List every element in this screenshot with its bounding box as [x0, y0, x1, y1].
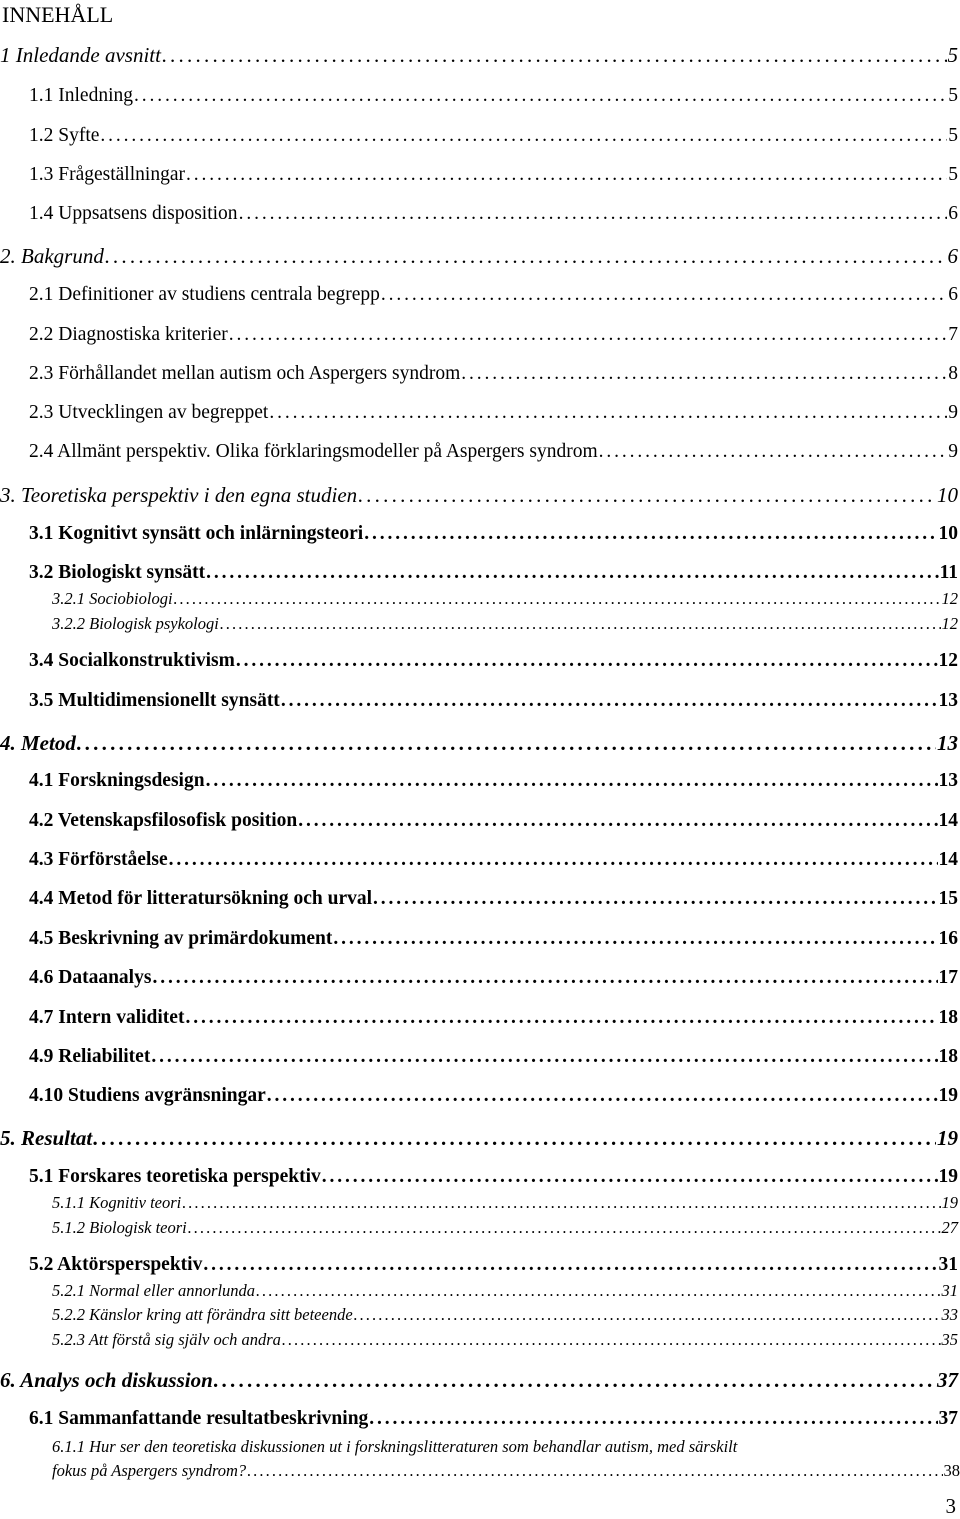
toc-entry-page: 19 — [938, 1085, 958, 1106]
toc-entry-6-1-1[interactable] — [52, 1435, 960, 1483]
dot-leader — [162, 43, 947, 68]
toc-entry-label: 3.1 Kognitivt synsätt och inlärningsteori — [29, 523, 364, 544]
toc-entry-page: 14 — [938, 810, 958, 831]
toc-entry-label: 5.2.2 Känslor kring att förändra sitt beteende — [52, 1305, 353, 1324]
toc-entry-page: 35 — [941, 1330, 958, 1349]
toc-entry[interactable] — [29, 967, 958, 989]
dot-leader — [364, 523, 937, 545]
toc-entry-page: 18 — [938, 1046, 958, 1067]
toc-entry-label: 5.1 Forskares teoretiska perspektiv — [29, 1166, 321, 1187]
toc-entry-page: 31 — [938, 1254, 958, 1275]
dot-leader — [381, 284, 947, 306]
toc-entry-page: 19 — [941, 1193, 958, 1212]
toc-entry-label: 5.2.1 Normal eller annorlunda — [52, 1281, 256, 1300]
dot-leader — [185, 1007, 937, 1029]
toc-entry[interactable] — [29, 523, 958, 545]
toc-entry[interactable] — [29, 85, 958, 107]
toc-entry[interactable] — [29, 164, 958, 186]
toc-entry[interactable] — [29, 1046, 958, 1068]
toc-entry-label: 4.7 Intern validitet — [29, 1007, 185, 1028]
toc-entry[interactable] — [52, 1218, 958, 1238]
toc-entry-page: 16 — [938, 928, 958, 949]
toc-entry-label: 4.4 Metod för litteratursökning och urval — [29, 888, 373, 909]
dot-leader — [247, 1459, 942, 1483]
toc-entry[interactable] — [0, 483, 958, 508]
toc-entry-label: 4. Metod — [0, 731, 76, 755]
toc-title: INNEHÅLL — [2, 2, 114, 27]
toc-entry[interactable] — [29, 1166, 958, 1188]
toc-entry-label: 4.2 Vetenskapsfilosofisk position — [29, 810, 298, 831]
toc-entry-label: 4.1 Forskningsdesign — [29, 770, 205, 791]
toc-entry-label: 6.1.1 Hur ser den teoretiska diskussionen ut i forskningslitteraturen som behandlar autism, med särskilt — [52, 1437, 738, 1456]
toc-entry-page: 9 — [948, 441, 958, 462]
toc-entry-label: 3.2.2 Biologisk psykologi — [52, 614, 219, 633]
toc-entry-label: 1.3 Frågeställningar — [29, 164, 185, 185]
toc-entry[interactable] — [29, 1408, 958, 1430]
toc-entry-page: 12 — [941, 614, 958, 633]
toc-entry-page: 17 — [938, 967, 958, 988]
toc-entry-page: 7 — [948, 324, 958, 345]
dot-leader — [206, 562, 938, 584]
toc-entry-page: 33 — [941, 1305, 958, 1324]
toc-entry[interactable] — [29, 928, 958, 950]
toc-entry-label: 4.10 Studiens avgränsningar — [29, 1085, 266, 1106]
dot-leader — [206, 770, 938, 792]
toc-entry[interactable] — [29, 402, 958, 424]
toc-entry-page: 8 — [948, 363, 958, 384]
toc-entry[interactable] — [0, 244, 958, 269]
dot-leader — [236, 650, 938, 672]
dot-leader — [333, 928, 937, 950]
toc-entry-label: 4.9 Reliabilitet — [29, 1046, 151, 1067]
toc-entry-label: 2.2 Diagnostiska kriterier — [29, 324, 228, 345]
toc-entry-label: 1 Inledande avsnitt — [0, 43, 161, 67]
toc-entry-label: 4.3 Förförståelse — [29, 849, 168, 870]
toc-entry-label: 2.3 Utvecklingen av begreppet — [29, 402, 269, 423]
toc-entry[interactable] — [0, 731, 958, 756]
dot-leader — [151, 1046, 937, 1068]
toc-entry[interactable] — [29, 1085, 958, 1107]
toc-entry[interactable] — [0, 1368, 958, 1393]
toc-entry[interactable] — [29, 849, 958, 871]
dot-leader — [239, 203, 948, 225]
dot-leader — [461, 363, 947, 385]
toc-entry[interactable] — [52, 614, 958, 634]
dot-leader — [267, 1085, 938, 1107]
toc-entry-page: 11 — [939, 562, 958, 583]
toc-entry-label: 2.1 Definitioner av studiens centrala begrepp — [29, 284, 380, 305]
toc-entry-label: 3.4 Socialkonstruktivism — [29, 650, 235, 671]
toc-entry[interactable] — [0, 1126, 958, 1151]
toc-entry-page: 5 — [947, 43, 958, 67]
toc-entry-page: 19 — [937, 1126, 958, 1150]
page-number: 3 — [945, 1494, 956, 1518]
toc-entry-page: 10 — [938, 523, 958, 544]
dot-leader — [322, 1166, 938, 1188]
toc-entry-page: 12 — [938, 650, 958, 671]
toc-entry-page: 6 — [948, 203, 958, 224]
toc-entry-label: 5. Resultat — [0, 1126, 93, 1150]
toc-entry-page: 5 — [948, 125, 958, 146]
toc-entry-page: 5 — [948, 85, 958, 106]
toc-entry[interactable] — [29, 1254, 958, 1276]
toc-entry-label: 3.5 Multidimensionellt synsätt — [29, 690, 280, 711]
dot-leader — [373, 888, 937, 910]
toc-entry-label: 2.3 Förhållandet mellan autism och Aspergers syndrom — [29, 363, 461, 384]
toc-entry-page: 37 — [937, 1368, 958, 1392]
toc-entry-page: 6 — [948, 284, 958, 305]
toc-entry[interactable] — [29, 363, 958, 385]
toc-entry-label: 1.4 Uppsatsens disposition — [29, 203, 238, 224]
toc-entry[interactable] — [52, 589, 958, 609]
toc-entry-page: 19 — [938, 1166, 958, 1187]
dot-leader — [174, 589, 941, 609]
toc-entry-page: 18 — [938, 1007, 958, 1028]
toc-entry[interactable] — [52, 1193, 958, 1213]
toc-entry[interactable] — [29, 203, 958, 225]
toc-entry-label: 5.1.1 Kognitiv teori — [52, 1193, 182, 1212]
dot-leader — [182, 1193, 940, 1213]
toc-entry[interactable] — [29, 284, 958, 306]
toc-entry-label: 3.2 Biologiskt synsätt — [29, 562, 206, 583]
toc-entry-page: 6 — [947, 244, 958, 268]
toc-entry[interactable] — [52, 1281, 958, 1301]
toc-entry-label: 4.5 Beskrivning av primärdokument — [29, 928, 333, 949]
toc-entry[interactable] — [29, 650, 958, 672]
toc-entry-page: 13 — [938, 770, 958, 791]
toc-entry-page: 14 — [938, 849, 958, 870]
toc-entry-page: 5 — [948, 164, 958, 185]
toc-entry[interactable] — [29, 1007, 958, 1029]
dot-leader — [186, 164, 947, 186]
dot-leader — [282, 1330, 941, 1350]
dot-leader — [220, 614, 941, 634]
toc-entry-page: 37 — [938, 1408, 958, 1429]
dot-leader — [354, 1305, 941, 1325]
dot-leader — [358, 483, 936, 508]
toc-entry-label: 3. Teoretiska perspektiv i den egna studien — [0, 483, 358, 507]
dot-leader — [105, 244, 947, 269]
dot-leader — [298, 810, 937, 832]
dot-leader — [214, 1368, 936, 1393]
dot-leader — [134, 85, 947, 107]
toc-entry-page: 13 — [938, 690, 958, 711]
toc-entry-page: 15 — [938, 888, 958, 909]
dot-leader — [100, 125, 947, 147]
toc-entry-label: 4.6 Dataanalys — [29, 967, 152, 988]
toc-entry-label: 5.2 Aktörsperspektiv — [29, 1254, 203, 1275]
toc-entry-label: 1.1 Inledning — [29, 85, 133, 106]
toc-entry-page: 38 — [943, 1461, 960, 1480]
toc-entry[interactable] — [29, 888, 958, 910]
dot-leader — [152, 967, 937, 989]
toc-entry[interactable] — [29, 810, 958, 832]
dot-leader — [281, 690, 938, 712]
toc-entry[interactable] — [0, 43, 958, 68]
dot-leader — [256, 1281, 940, 1301]
toc-entry[interactable] — [29, 690, 958, 712]
toc-entry-label: 5.1.2 Biologisk teori — [52, 1218, 187, 1237]
dot-leader — [229, 324, 948, 346]
toc-entry[interactable] — [29, 441, 958, 463]
toc-entry[interactable] — [52, 1330, 958, 1350]
toc-entry-label-continued: fokus på Aspergers syndrom? — [52, 1461, 247, 1480]
dot-leader — [203, 1254, 937, 1276]
toc-entry[interactable] — [29, 562, 958, 584]
toc-entry-label: 1.2 Syfte — [29, 125, 100, 146]
toc-entry-label: 2. Bakgrund — [0, 244, 104, 268]
dot-leader — [188, 1218, 941, 1238]
toc-entry-label: 6. Analys och diskussion — [0, 1368, 213, 1392]
toc-entry[interactable] — [29, 324, 958, 346]
toc-entry[interactable] — [29, 770, 958, 792]
toc-entry-page: 13 — [937, 731, 958, 755]
toc-entry-label: 6.1 Sammanfattande resultatbeskrivning — [29, 1408, 369, 1429]
toc-entry-label: 5.2.3 Att förstå sig själv och andra — [52, 1330, 281, 1349]
dot-leader — [169, 849, 938, 871]
toc-entry[interactable] — [52, 1305, 958, 1325]
dot-leader — [599, 441, 948, 463]
dot-leader — [269, 402, 947, 424]
toc-entry-page: 9 — [948, 402, 958, 423]
toc-entry-page: 31 — [941, 1281, 958, 1300]
toc-entry-page: 10 — [937, 483, 958, 507]
dot-leader — [369, 1408, 937, 1430]
toc-entry[interactable] — [29, 125, 958, 147]
dot-leader — [77, 731, 936, 756]
toc-entry-page: 27 — [941, 1218, 958, 1237]
toc-entry-label: 3.2.1 Sociobiologi — [52, 589, 173, 608]
toc-entry-label: 2.4 Allmänt perspektiv. Olika förklaringsmodeller på Aspergers syndrom — [29, 441, 598, 462]
toc-entry-page: 12 — [941, 589, 958, 608]
dot-leader — [93, 1126, 936, 1151]
